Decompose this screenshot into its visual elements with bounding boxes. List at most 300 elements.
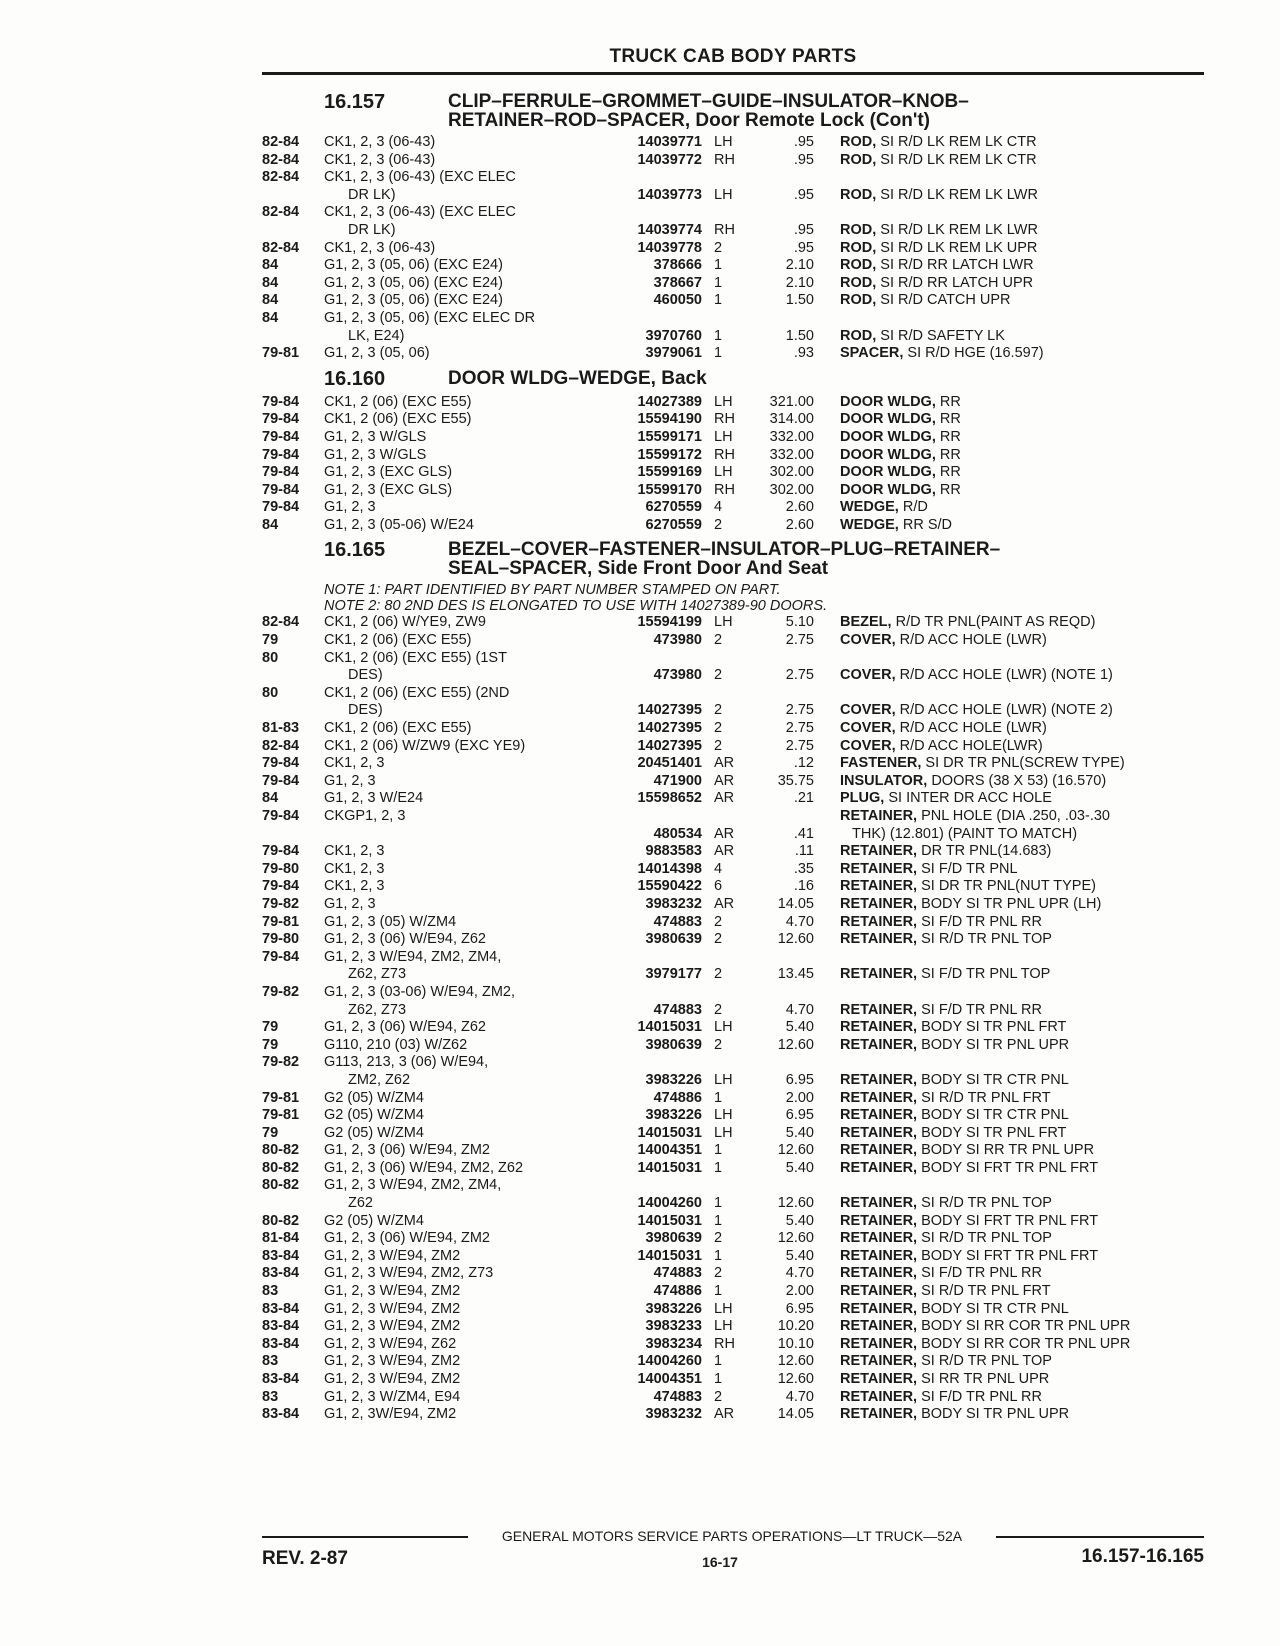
table-row [262,878,1204,896]
part-description [814,447,1204,465]
model-line: DR LK) [348,221,396,238]
quantity: LH [714,1107,733,1124]
part-name: RETAINER, [840,1406,918,1423]
price: 4.70 [785,1001,814,1018]
model-line: CK1, 2, 3 [324,860,385,877]
part-description [814,152,1204,170]
model-year: 81-83 [262,720,300,737]
price: 12.60 [777,1036,814,1053]
model-application [324,755,594,773]
table-row [262,1125,1204,1143]
part-description [814,240,1204,258]
part-description [814,808,1204,843]
quantity: 2 [714,1036,723,1053]
part-name: ROD, [840,151,877,168]
part-name: RETAINER, [840,895,918,912]
model-application [324,1142,594,1160]
part-description [814,1389,1204,1407]
price: 5.40 [785,1212,814,1229]
model-application [324,861,594,879]
model-application [324,1177,594,1212]
description-line: SI R/D TR PNL FRT [921,1283,1051,1300]
price: 5.40 [785,1247,814,1264]
model-year: 79-81 [262,1089,300,1106]
part-name: RETAINER, [840,1089,918,1106]
part-number: 15599170 [637,481,702,498]
price: .21 [793,790,814,807]
model-year: 79 [262,1019,279,1036]
part-number: 3983233 [645,1318,702,1335]
model-line: G1, 2, 3 (06) W/E94, Z62 [324,931,486,948]
section-heading [262,92,1204,130]
part-name: RETAINER, [840,860,918,877]
part-name: RETAINER, [840,1388,918,1405]
price: 2.75 [785,737,814,754]
model-line: G1, 2, 3 (06) W/E94, ZM2 [324,1142,490,1159]
price: 332.00 [769,428,814,445]
part-number: 3983232 [645,895,702,912]
description-line: BODY SI TR PNL UPR [921,1406,1070,1423]
part-name: RETAINER, [840,808,918,824]
part-name: ROD, [840,327,877,344]
price: 2.60 [785,499,814,516]
description-line: RR [939,411,961,428]
page-number: 16-17 [702,1554,738,1570]
part-name: RETAINER, [840,1071,918,1088]
model-application [324,720,594,738]
price: .95 [793,239,814,256]
table-row [262,169,1204,204]
part-description [814,394,1204,412]
part-description [814,614,1204,632]
price: 2.00 [785,1283,814,1300]
part-number: 3983226 [645,1107,702,1124]
part-name: ROD, [840,292,877,309]
section-number: 16.165 [324,539,386,562]
quantity: AR [714,843,735,860]
part-name: DOOR WLDG, [840,393,936,410]
table-row [262,517,1204,535]
description-line: BODY SI RR TR PNL UPR [921,1142,1095,1159]
part-description [814,1371,1204,1389]
model-line: G1, 2, 3 W/E94, ZM2, ZM4, [324,1177,502,1194]
model-application [324,984,594,1019]
part-number: 473980 [653,667,702,684]
part-number: 14004260 [637,1195,702,1212]
description-line: SI R/D LK REM LK CTR [880,134,1037,150]
model-line: G1, 2, 3 (05, 06) (EXC E24) [324,257,503,274]
part-description [814,896,1204,914]
model-line: G1, 2, 3 W/E94, Z62 [324,1335,457,1352]
section-title [448,540,1000,578]
table-row [262,1248,1204,1266]
model-year: 80-82 [262,1212,300,1229]
model-application [324,517,594,535]
model-application [324,1125,594,1143]
quantity: 2 [714,516,723,533]
model-application [324,447,594,465]
description-line: RR [939,464,961,481]
part-description [814,275,1204,293]
quantity: 1 [714,327,723,344]
model-application [324,614,594,632]
model-line: Z62, Z73 [348,966,407,983]
model-application [324,1248,594,1266]
model-application [324,204,594,239]
model-line: DES) [348,667,383,684]
quantity: LH [714,1318,733,1335]
section-heading [262,369,1204,390]
price: 4.70 [785,1265,814,1282]
section-title-line: CLIP–FERRULE–GROMMET–GUIDE–INSULATOR–KNOB– [448,91,969,112]
model-year: 79 [262,1124,279,1141]
model-line: G1, 2, 3 W/ZM4, E94 [324,1388,461,1405]
part-number: 14015031 [637,1159,702,1176]
part-description [814,667,1204,685]
model-line: G1, 2, 3 (06) W/E94, ZM2 [324,1230,490,1247]
table-row [262,1265,1204,1283]
table-row [262,134,1204,152]
part-name: ROD, [840,221,877,238]
description-line: BODY SI TR CTR PNL [921,1107,1069,1124]
price: 302.00 [769,481,814,498]
model-year: 79-84 [262,428,300,445]
model-year: 79-81 [262,913,300,930]
description-line: SI F/D TR PNL TOP [921,966,1051,983]
table-row [262,720,1204,738]
part-name: ROD, [840,257,877,274]
description-line: PNL HOLE (DIA .250, .03-.30 [921,808,1110,824]
model-year: 79 [262,1036,279,1053]
price: 5.40 [785,1019,814,1036]
part-number: 14004351 [637,1142,702,1159]
model-year: 79-84 [262,411,300,428]
model-application [324,292,594,310]
part-description [814,1160,1204,1178]
description-line: SI R/D LK REM LK LWR [880,186,1038,203]
part-description [814,1019,1204,1037]
table-row [262,1230,1204,1248]
part-description [814,1265,1204,1283]
table-row [262,1213,1204,1231]
table-row [262,464,1204,482]
table-row [262,411,1204,429]
table-row [262,984,1204,1019]
quantity: AR [714,790,735,807]
part-number: 15598652 [637,790,702,807]
table-row [262,1142,1204,1160]
quantity: LH [714,1124,733,1141]
part-description [814,345,1204,363]
model-year: 79-84 [262,948,300,965]
model-line: G1, 2, 3 (06) W/E94, ZM2, Z62 [324,1159,524,1176]
quantity: 1 [714,1142,723,1159]
section-heading [262,540,1204,578]
description-line: SI R/D TR PNL TOP [921,1195,1052,1212]
part-description [814,1213,1204,1231]
quantity: LH [714,464,733,481]
description-line: BODY SI TR PNL UPR [921,1036,1070,1053]
section-16-157 [262,92,1204,363]
description-line: SI F/D TR PNL RR [921,1265,1042,1282]
model-application [324,1301,594,1319]
model-year: 84 [262,274,279,291]
price: 14.05 [777,1406,814,1423]
model-line: G2 (05) W/ZM4 [324,1124,424,1141]
quantity: 2 [714,667,723,684]
part-name: RETAINER, [840,931,918,948]
quantity: AR [714,755,735,772]
quantity: 1 [714,1089,723,1106]
model-line: G1, 2, 3 W/E94, ZM2, Z73 [324,1265,494,1282]
part-number: 14027395 [637,720,702,737]
description-line: SI R/D SAFETY LK [880,327,1005,344]
part-number: 3979177 [645,966,702,983]
part-number: 9883583 [645,843,702,860]
revision-label: REV. 2-87 [262,1548,348,1569]
description-line: SI R/D TR PNL TOP [921,1230,1052,1247]
model-application [324,345,594,363]
part-number: 14027395 [637,737,702,754]
price: 5.10 [785,614,814,631]
quantity: 2 [714,931,723,948]
quantity: 2 [714,1388,723,1405]
quantity: RH [714,446,735,463]
part-name: RETAINER, [840,913,918,930]
part-description [814,1406,1204,1424]
model-application [324,632,594,650]
description-line: SI R/D TR PNL FRT [921,1089,1051,1106]
part-number: 20451401 [637,755,702,772]
model-line: CK1, 2, 3 (06-43) [324,151,436,168]
section-note: NOTE 2: 80 2ND DES IS ELONGATED TO USE WITH 14027389-90 DOORS. [324,598,828,615]
part-name: RETAINER, [840,966,918,983]
section-title [448,92,969,130]
quantity: AR [714,825,735,842]
price: 4.70 [785,1388,814,1405]
price: 10.20 [777,1318,814,1335]
part-number: 3980639 [645,931,702,948]
part-name: COVER, [840,632,896,649]
section-title-line: DOOR WLDG–WEDGE, Back [448,367,707,389]
model-line: G1, 2, 3 (05) W/ZM4 [324,913,457,930]
price: 5.40 [785,1159,814,1176]
model-year: 82-84 [262,614,300,631]
section-range: 16.157-16.165 [1081,1546,1204,1567]
model-year: 79-82 [262,895,300,912]
model-line: Z62 [348,1195,373,1212]
table-row [262,429,1204,447]
price: .95 [793,221,814,238]
model-year: 79-84 [262,808,300,824]
model-line: G1, 2, 3 [324,499,376,516]
model-year: 80-82 [262,1159,300,1176]
quantity: 1 [714,1212,723,1229]
parts-listing [262,86,1204,1424]
model-line: DR LK) [348,186,396,203]
model-year: 79 [262,632,279,649]
description-line: SI INTER DR ACC HOLE [888,790,1052,807]
part-name: RETAINER, [840,1300,918,1317]
part-number: 471900 [653,772,702,789]
part-number: 3979061 [645,345,702,362]
footer-rule-left [262,1536,468,1538]
description-line: BODY SI TR CTR PNL [921,1300,1069,1317]
model-year: 79-84 [262,755,300,772]
part-name: RETAINER, [840,843,918,860]
model-application [324,275,594,293]
quantity: 1 [714,1159,723,1176]
model-year: 79-80 [262,860,300,877]
part-number: 15599172 [637,446,702,463]
table-row [262,614,1204,632]
description-line: SI F/D TR PNL RR [921,1001,1042,1018]
price: 2.60 [785,516,814,533]
part-name: RETAINER, [840,1335,918,1352]
quantity: 1 [714,1353,723,1370]
table-row [262,1177,1204,1212]
model-year: 83-84 [262,1406,300,1423]
model-line: CK1, 2 (06) W/YE9, ZW9 [324,614,486,631]
part-description [814,914,1204,932]
part-number: 14015031 [637,1019,702,1036]
part-description [814,328,1204,346]
part-number: 3980639 [645,1036,702,1053]
part-number: 378667 [653,274,702,291]
model-application [324,1336,594,1354]
model-line: G1, 2, 3 W/E94, ZM2 [324,1247,461,1264]
part-description [814,861,1204,879]
price: 6.95 [785,1300,814,1317]
part-number: 14015031 [637,1124,702,1141]
part-number: 14039773 [637,186,702,203]
part-number: 3983234 [645,1335,702,1352]
table-row [262,1353,1204,1371]
model-year: 83-84 [262,1300,300,1317]
part-name: DOOR WLDG, [840,464,936,481]
price: 2.10 [785,257,814,274]
quantity: LH [714,1019,733,1036]
table-row [262,499,1204,517]
part-name: RETAINER, [840,1001,918,1018]
model-application [324,499,594,517]
model-line: G1, 2, 3 W/E94, ZM2 [324,1318,461,1335]
part-description [814,878,1204,896]
section-16-160 [262,369,1204,535]
part-number: 3983226 [645,1300,702,1317]
price: 1.50 [785,292,814,309]
table-row [262,1318,1204,1336]
price: .35 [793,860,814,877]
quantity: 1 [714,1283,723,1300]
model-line: G1, 2, 3 (EXC GLS) [324,464,453,481]
model-year: 79-84 [262,464,300,481]
table-row [262,1037,1204,1055]
table-row [262,1090,1204,1108]
price: 12.60 [777,1371,814,1387]
description-line: SI R/D LK REM LK LWR [880,221,1038,238]
table-row [262,1107,1204,1125]
model-line: G1, 2, 3 (05, 06) (EXC E24) [324,292,503,309]
model-line: G2 (05) W/ZM4 [324,1089,424,1106]
model-application [324,843,594,861]
page-title: TRUCK CAB BODY PARTS [609,46,857,67]
model-application [324,482,594,500]
model-application [324,1213,594,1231]
part-description [814,429,1204,447]
price: 2.75 [785,667,814,684]
part-description [814,632,1204,650]
price: .12 [793,755,814,772]
quantity: 1 [714,345,723,362]
table-row [262,292,1204,310]
table-row [262,685,1204,720]
description-line: RR [939,428,961,445]
model-line: CK1, 2 (06) W/ZW9 (EXC YE9) [324,737,526,754]
part-number: 14004260 [637,1353,702,1370]
table-row [262,1389,1204,1407]
part-number: 3983232 [645,1406,702,1423]
description-line: SI R/D RR LATCH LWR [880,257,1034,274]
description-line: BODY SI TR PNL FRT [921,1019,1067,1036]
part-number: 15590422 [637,878,702,895]
section-title [448,369,707,388]
model-year: 79-80 [262,931,300,948]
model-line: G113, 213, 3 (06) W/E94, [324,1054,489,1071]
table-row [262,790,1204,808]
part-name: RETAINER, [840,1247,918,1264]
table-row [262,914,1204,932]
model-year: 83-84 [262,1335,300,1352]
model-application [324,1389,594,1407]
price: 12.60 [777,1353,814,1370]
model-application [324,411,594,429]
model-year: 82-84 [262,737,300,754]
model-line: G1, 2, 3 (05-06) W/E24 [324,516,474,533]
table-row [262,240,1204,258]
description-line: RR S/D [902,516,952,533]
model-year: 82-84 [262,134,300,150]
part-name: ROD, [840,186,877,203]
part-name: RETAINER, [840,1107,918,1124]
part-number: 3970760 [645,327,702,344]
table-row [262,949,1204,984]
part-name: RETAINER, [840,1019,918,1036]
description-line: SI F/D TR PNL [921,860,1018,877]
model-year: 83 [262,1353,279,1370]
model-year: 83-84 [262,1265,300,1282]
part-number: 474883 [653,1265,702,1282]
part-name: RETAINER, [840,1142,918,1159]
price: 2.75 [785,720,814,737]
model-line: CK1, 2 (06) (EXC E55) [324,720,472,737]
model-line: G1, 2, 3 [324,772,376,789]
quantity: LH [714,1300,733,1317]
model-application [324,1406,594,1424]
price: 1.50 [785,327,814,344]
part-name: SPACER, [840,345,904,362]
part-description [814,1248,1204,1266]
description-line: SI R/D HGE (16.597) [907,345,1044,362]
quantity: LH [714,393,733,410]
part-description [814,755,1204,773]
part-name: RETAINER, [840,1159,918,1176]
model-application [324,152,594,170]
part-description [814,1336,1204,1354]
quantity: 2 [714,239,723,256]
table-row [262,896,1204,914]
model-application [324,1265,594,1283]
